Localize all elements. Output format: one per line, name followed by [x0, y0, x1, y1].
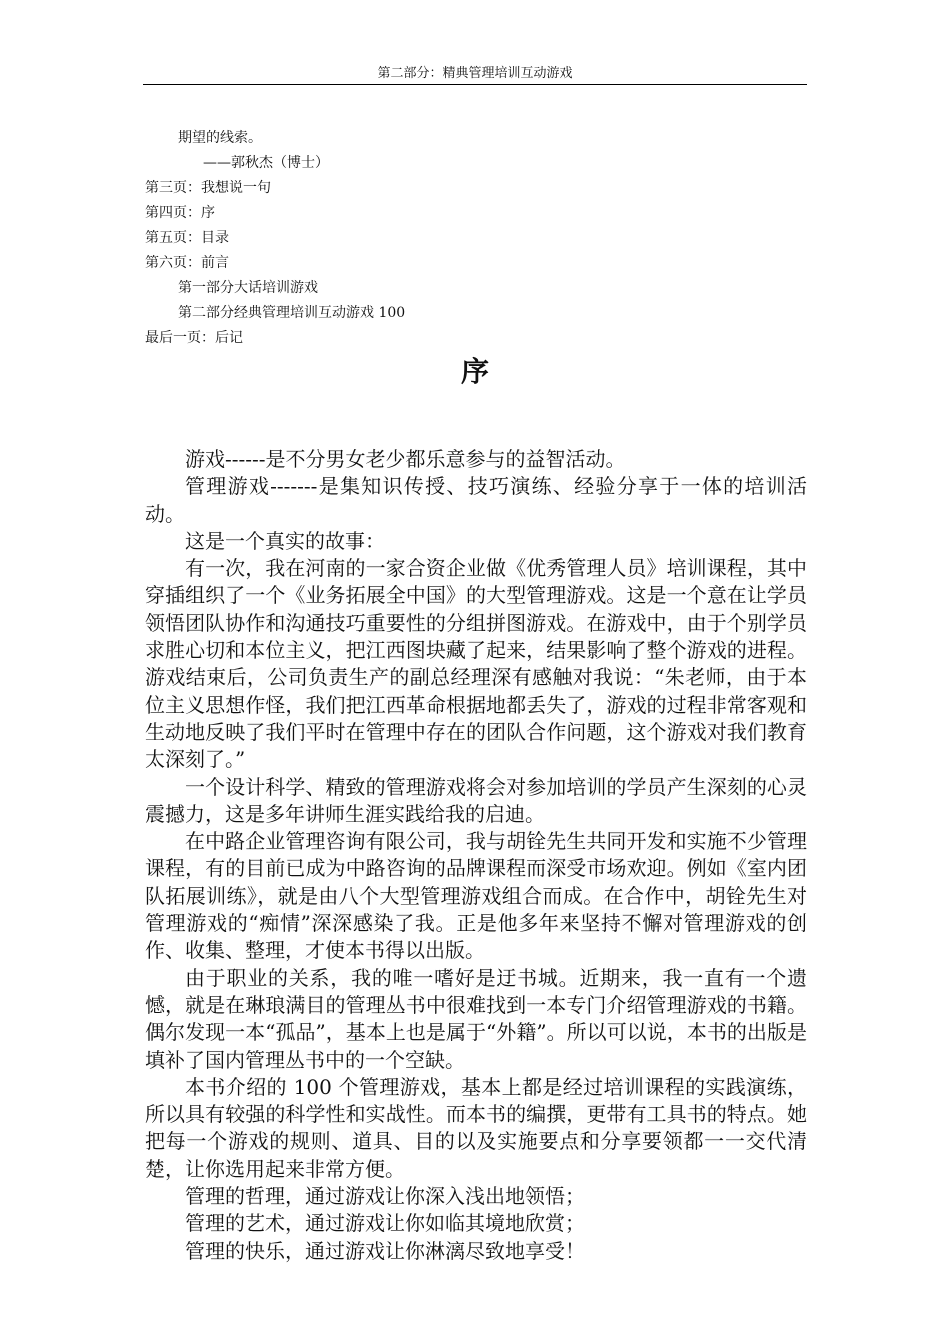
- paragraph: 这是一个真实的故事：: [185, 528, 385, 553]
- paragraph: 由于职业的关系，我的唯一嗜好是迂书城。近期来，我一直有一个遗憾，就是在琳琅满目的管理丛书中很难找到一本专门介绍管理游戏的书籍。偶尔发现一本“孤品”，基本上也是属于“外籍”。所以可以说，本书的出版是填补了国内管理丛书中的一个空缺。: [145, 965, 807, 1072]
- paragraph: 管理的哲理，通过游戏让你深入浅出地领悟；: [185, 1184, 585, 1209]
- toc-line: 第五页：目录: [145, 230, 229, 246]
- toc-line: 第二部分经典管理培训互动游戏 100: [178, 305, 406, 321]
- toc-attribution: ——郭秋杰（博士）: [203, 155, 329, 171]
- toc-line: 最后一页：后记: [145, 330, 243, 346]
- paragraph: 管理游戏-------是集知识传授、技巧演练、经验分享于一体的培训活动。: [145, 474, 807, 526]
- toc-block: [145, 126, 805, 351]
- paragraph: 一个设计科学、精致的管理游戏将会对参加培训的学员产生深刻的心灵震撼力，这是多年讲师生涯实践给我的启迪。: [145, 774, 807, 826]
- toc-line: 第六页：前言: [145, 255, 229, 271]
- paragraph: 游戏------是不分男女老少都乐意参与的益智活动。: [185, 447, 626, 471]
- toc-line: 期望的线索。: [178, 130, 262, 146]
- page-title: 序: [460, 355, 489, 388]
- toc-line: 第四页：序: [145, 205, 215, 221]
- paragraph: 本书介绍的 100 个管理游戏，基本上都是经过培训课程的实践演练，所以具有较强的科学性和实战性。而本书的编撰，更带有工具书的特点。她把每一个游戏的规则、道具、目的以及实施要点和分享要领都一一交代清楚，让你选用起来非常方便。: [145, 1074, 807, 1181]
- running-header: 第二部分：精典管理培训互动游戏: [377, 66, 573, 81]
- preface-body: [145, 446, 807, 1265]
- paragraph: 有一次，我在河南的一家合资企业做《优秀管理人员》培训课程，其中穿插组织了一个《业务拓展全中国》的大型管理游戏。这是一个意在让学员领悟团队协作和沟通技巧重要性的分组拼图游戏。在游戏中，由于个别学员求胜心切和本位主义，把江西图块藏了起来，结果影响了整个游戏的进程。游戏结束后，公司负责生产的副总经理深有感触对我说：“朱老师，由于本位主义思想作怪，我们把江西革命根据地都丢失了，游戏的过程非常客观和生动地反映了我们平时在管理中存在的团队合作问题，这个游戏对我们教育太深刻了。”: [145, 556, 807, 772]
- paragraph: 管理的艺术，通过游戏让你如临其境地欣赏；: [185, 1211, 585, 1236]
- toc-line: 第一部分大话培训游戏: [178, 280, 318, 296]
- paragraph: 在中路企业管理咨询有限公司，我与胡铨先生共同开发和实施不少管理课程，有的目前已成为中路咨询的品牌课程而深受市场欢迎。例如《室内团队拓展训练》，就是由八个大型管理游戏组合而成。在合作中，胡铨先生对管理游戏的“痴情”深深感染了我。正是他多年来坚持不懈对管理游戏的创作、收集、整理，才使本书得以出版。: [145, 829, 807, 963]
- header-divider: [143, 84, 807, 85]
- toc-line: 第三页：我想说一句: [145, 180, 271, 196]
- paragraph: 管理的快乐，通过游戏让你淋漓尽致地享受！: [185, 1238, 585, 1263]
